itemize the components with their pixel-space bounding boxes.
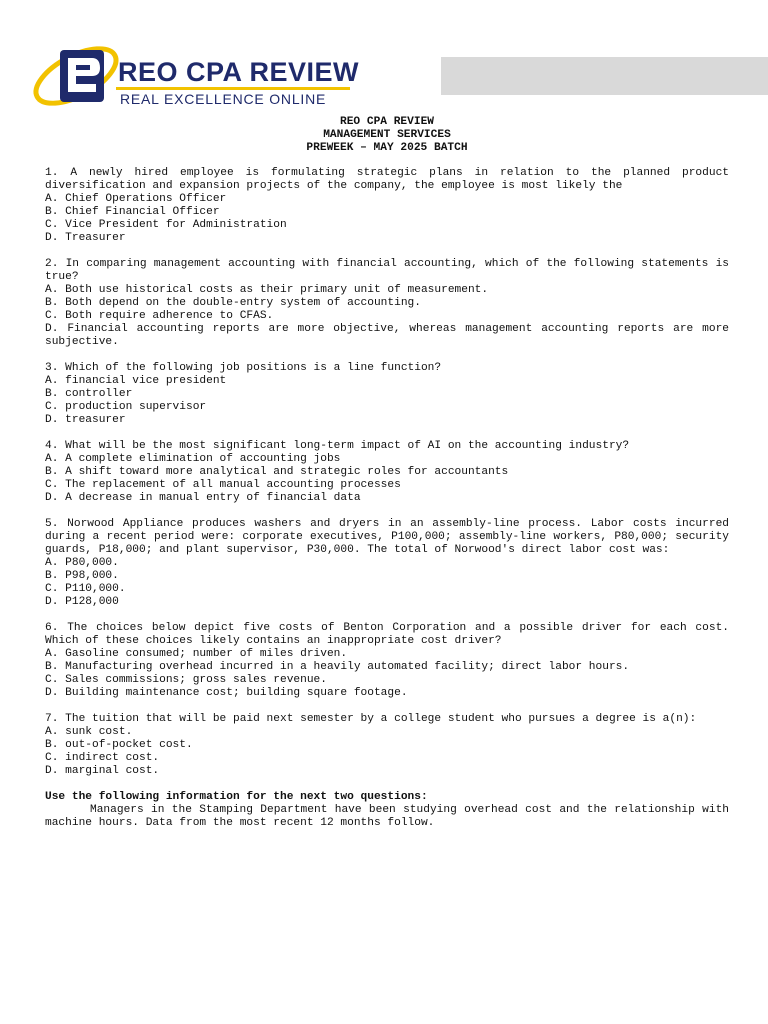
option-d: D. P128,000 xyxy=(45,596,119,608)
option-b: B. Manufacturing overhead incurred in a heavily automated facility; direct labor hours. xyxy=(45,661,630,673)
question-stem: 1. A newly hired employee is formulating strategic plans in relation to the planned product diversification and expansion projects of the company, the employee is most likely the xyxy=(45,167,729,192)
option-a: A. A complete elimination of accounting jobs xyxy=(45,453,341,465)
logo-subtitle: REAL EXCELLENCE ONLINE xyxy=(120,91,327,107)
question-3 xyxy=(45,362,729,427)
option-a: A. P80,000. xyxy=(45,557,119,569)
question-4 xyxy=(45,440,729,505)
question-2 xyxy=(45,258,729,349)
option-d: D. treasurer xyxy=(45,414,126,426)
option-b: B. Chief Financial Officer xyxy=(45,206,220,218)
question-7 xyxy=(45,713,729,778)
option-c: C. The replacement of all manual accounting processes xyxy=(45,479,401,491)
question-5 xyxy=(45,518,729,609)
question-1 xyxy=(45,167,729,245)
header-line-1: REO CPA REVIEW xyxy=(340,116,434,128)
option-d: D. Building maintenance cost; building square footage. xyxy=(45,687,408,699)
option-c: C. P110,000. xyxy=(45,583,126,595)
question-stem: 3. Which of the following job positions is a line function? xyxy=(45,362,442,374)
info-title: Use the following information for the next two questions: xyxy=(45,791,428,803)
option-d: D. Treasurer xyxy=(45,232,126,244)
reo-logo xyxy=(30,32,360,112)
option-a: A. sunk cost. xyxy=(45,726,133,738)
option-a: A. Chief Operations Officer xyxy=(45,193,227,205)
option-d: D. marginal cost. xyxy=(45,765,160,777)
logo-emblem-icon xyxy=(30,32,130,112)
option-c: C. Vice President for Administration xyxy=(45,219,287,231)
option-c: C. Sales commissions; gross sales revenue. xyxy=(45,674,327,686)
header-line-2: MANAGEMENT SERVICES xyxy=(323,129,451,141)
question-stem: 2. In comparing management accounting with financial accounting, which of the following statements is true? xyxy=(45,258,729,283)
document-header xyxy=(45,116,729,155)
option-c: C. indirect cost. xyxy=(45,752,160,764)
info-section xyxy=(45,791,729,830)
option-a: A. Gasoline consumed; number of miles driven. xyxy=(45,648,348,660)
question-stem: 4. What will be the most significant long-term impact of AI on the accounting industry? xyxy=(45,440,630,452)
logo-title: REO CPA REVIEW xyxy=(118,57,360,87)
option-d: D. A decrease in manual entry of financial data xyxy=(45,492,361,504)
question-stem: 5. Norwood Appliance produces washers and dryers in an assembly-line process. Labor costs incurred during a recent period were: corporate executives, P100,000; assembly-line workers, P80,000; security guards, P18,000; and plant supervisor, P30,000. The total of Norwood's direct labor cost was: xyxy=(45,518,729,556)
option-c: C. Both require adherence to CFAS. xyxy=(45,310,274,322)
option-b: B. Both depend on the double-entry system of accounting. xyxy=(45,297,421,309)
info-text: Managers in the Stamping Department have been studying overhead cost and the relationship with machine hours. Data from the most recent 12 months follow. xyxy=(45,804,729,829)
option-a: A. financial vice president xyxy=(45,375,227,387)
document-body xyxy=(45,116,729,843)
option-b: B. out-of-pocket cost. xyxy=(45,739,193,751)
option-b: B. controller xyxy=(45,388,133,400)
option-a: A. Both use historical costs as their primary unit of measurement. xyxy=(45,284,489,296)
option-d: D. Financial accounting reports are more objective, whereas management accounting reports are more subjective. xyxy=(45,323,729,348)
header-line-3: PREWEEK – MAY 2025 BATCH xyxy=(306,142,468,154)
question-stem: 7. The tuition that will be paid next semester by a college student who pursues a degree is a(n): xyxy=(45,713,697,725)
option-b: B. A shift toward more analytical and strategic roles for accountants xyxy=(45,466,509,478)
header-gray-bar xyxy=(441,57,768,95)
question-6 xyxy=(45,622,729,700)
option-c: C. production supervisor xyxy=(45,401,207,413)
question-stem: 6. The choices below depict five costs of Benton Corporation and a possible driver for each cost. Which of these choices likely contains an inappropriate cost driver? xyxy=(45,622,729,647)
option-b: B. P98,000. xyxy=(45,570,119,582)
